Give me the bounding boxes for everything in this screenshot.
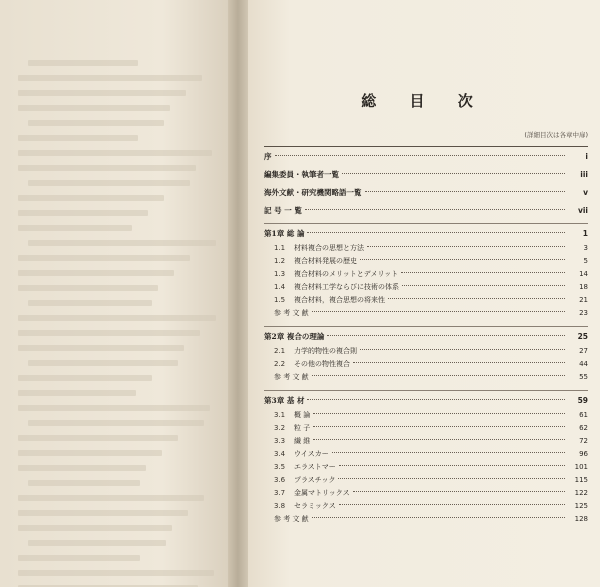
section-number: 1.2 — [274, 257, 286, 265]
show-through-line — [18, 465, 146, 471]
chapter-rule — [264, 326, 588, 327]
leader-dots — [307, 232, 565, 233]
leader-dots — [338, 478, 565, 479]
entry-label: 記 号 一 覧 — [264, 206, 302, 215]
show-through-line — [18, 555, 140, 561]
front-matter-entry[interactable] — [264, 187, 588, 199]
page-number: 101 — [574, 463, 588, 471]
show-through-line — [18, 435, 178, 441]
entry-label: 複合材料工学ならびに技術の体系 — [294, 283, 399, 291]
leader-dots — [305, 209, 565, 210]
leader-dots — [313, 413, 565, 414]
section-entry[interactable] — [264, 410, 588, 421]
page-number: 44 — [579, 360, 588, 368]
section-number: 3.1 — [274, 411, 286, 419]
section-entry[interactable] — [264, 346, 588, 357]
leader-dots — [402, 285, 565, 286]
references-entry[interactable] — [264, 514, 588, 525]
section-entry[interactable] — [264, 462, 588, 473]
leader-dots — [313, 439, 565, 440]
page-number: 14 — [579, 270, 588, 278]
page-number: 128 — [574, 515, 588, 523]
show-through-line — [18, 285, 158, 291]
section-entry[interactable] — [264, 269, 588, 280]
page-number: 1 — [582, 229, 588, 238]
section-number: 3.2 — [274, 424, 286, 432]
section-entry[interactable] — [264, 256, 588, 267]
show-through-line — [18, 315, 216, 321]
page-number: 3 — [583, 244, 588, 252]
show-through-line — [28, 300, 152, 306]
show-through-line — [18, 225, 132, 231]
show-through-line — [18, 195, 164, 201]
spacer — [264, 383, 588, 390]
show-through-line — [28, 540, 166, 546]
section-entry[interactable] — [264, 282, 588, 293]
show-through-line — [18, 525, 172, 531]
entry-label: その他の物性複合 — [294, 360, 350, 368]
leader-dots — [332, 452, 565, 453]
chapter-heading[interactable] — [264, 395, 588, 407]
show-through-line — [18, 345, 184, 351]
page-number: 122 — [574, 489, 588, 497]
page-number: 61 — [579, 411, 588, 419]
section-entry[interactable] — [264, 501, 588, 512]
leader-dots — [327, 335, 565, 336]
references-entry[interactable] — [264, 372, 588, 383]
leader-dots — [275, 155, 566, 156]
entry-label: エラストマー — [294, 463, 336, 471]
section-number: 2.2 — [274, 360, 286, 368]
page-number: vii — [577, 206, 588, 215]
show-through-line — [28, 240, 216, 246]
section-entry[interactable] — [264, 423, 588, 434]
page-number: 25 — [577, 332, 588, 341]
chapter-list — [264, 223, 588, 532]
left-page — [0, 0, 232, 587]
entry-label: 粒 子 — [294, 424, 311, 432]
front-matter-entry[interactable] — [264, 205, 588, 217]
show-through-line — [28, 120, 164, 126]
show-through-line — [28, 60, 138, 66]
page-number: 5 — [583, 257, 588, 265]
leader-dots — [388, 298, 565, 299]
show-through-text — [18, 60, 218, 587]
page-number: 27 — [579, 347, 588, 355]
page-number: 21 — [579, 296, 588, 304]
entry-label: 複合材料発展の歴史 — [294, 257, 357, 265]
spacer — [264, 319, 588, 326]
page-number: 23 — [579, 309, 588, 317]
entry-label: 力学的物性の複合則 — [294, 347, 357, 355]
leader-dots — [365, 191, 566, 192]
section-number: 3.3 — [274, 437, 286, 445]
show-through-line — [18, 570, 214, 576]
references-entry[interactable] — [264, 308, 588, 319]
entry-label: 概 論 — [294, 411, 311, 419]
page-number: 125 — [574, 502, 588, 510]
entry-label: 参 考 文 献 — [274, 309, 309, 317]
section-entry[interactable] — [264, 488, 588, 499]
show-through-line — [18, 90, 186, 96]
leader-dots — [360, 349, 565, 350]
chapter-heading[interactable] — [264, 228, 588, 240]
entry-label: 海外文献・研究機関略語一覧 — [264, 188, 362, 197]
entry-label: 複合材料のメリットとデメリット — [294, 270, 399, 278]
leader-dots — [353, 362, 565, 363]
show-through-line — [18, 495, 204, 501]
spacer — [264, 525, 588, 532]
show-through-line — [18, 165, 196, 171]
page-number: 72 — [579, 437, 588, 445]
page-number: 115 — [574, 476, 588, 484]
page-number: v — [583, 188, 588, 197]
show-through-line — [18, 330, 200, 336]
leader-dots — [367, 246, 565, 247]
chapter-rule — [264, 223, 588, 224]
show-through-line — [18, 510, 188, 516]
section-number: 1.3 — [274, 270, 286, 278]
chapter-heading[interactable] — [264, 331, 588, 343]
top-rule — [264, 146, 588, 147]
show-through-line — [18, 390, 136, 396]
entry-label: 材料複合の思想と方法 — [294, 244, 364, 252]
right-page — [248, 0, 600, 587]
section-number: 2.1 — [274, 347, 286, 355]
page-number: 59 — [577, 396, 588, 405]
show-through-line — [28, 360, 178, 366]
leader-dots — [353, 491, 565, 492]
section-number: 3.4 — [274, 450, 286, 458]
entry-label: 繊 維 — [294, 437, 311, 445]
show-through-line — [28, 420, 204, 426]
table-of-contents — [264, 146, 588, 532]
leader-dots — [312, 375, 565, 376]
show-through-line — [18, 105, 170, 111]
section-entry[interactable] — [264, 243, 588, 254]
entry-label: 第1章 総 論 — [264, 229, 305, 238]
show-through-line — [18, 150, 212, 156]
leader-dots — [339, 465, 565, 466]
leader-dots — [360, 259, 565, 260]
section-number: 1.5 — [274, 296, 286, 304]
show-through-line — [28, 480, 140, 486]
section-number: 3.8 — [274, 502, 286, 510]
entry-label: ウイスカー — [294, 450, 329, 458]
page-number: 96 — [579, 450, 588, 458]
entry-label: 編集委員・執筆者一覧 — [264, 170, 339, 179]
leader-dots — [313, 426, 565, 427]
leader-dots — [312, 311, 565, 312]
entry-label: 複合材料，複合思想の将来性 — [294, 296, 385, 304]
entry-label: 金属マトリックス — [294, 489, 350, 497]
section-number: 1.4 — [274, 283, 286, 291]
section-entry[interactable] — [264, 436, 588, 447]
show-through-line — [18, 450, 162, 456]
page-number: iii — [580, 170, 588, 179]
section-number: 3.5 — [274, 463, 286, 471]
section-entry[interactable] — [264, 295, 588, 306]
show-through-line — [28, 180, 190, 186]
section-number: 1.1 — [274, 244, 286, 252]
entry-label: 参 考 文 献 — [274, 515, 309, 523]
section-entry[interactable] — [264, 449, 588, 460]
leader-dots — [401, 272, 565, 273]
leader-dots — [339, 504, 565, 505]
leader-dots — [312, 517, 565, 518]
chapter-rule — [264, 390, 588, 391]
entry-label: 第3章 基 材 — [264, 396, 305, 405]
page-number: 62 — [579, 424, 588, 432]
show-through-line — [18, 270, 174, 276]
page-number: 18 — [579, 283, 588, 291]
section-number: 3.7 — [274, 489, 286, 497]
show-through-line — [18, 255, 190, 261]
show-through-line — [18, 135, 138, 141]
show-through-line — [18, 375, 152, 381]
front-matter — [264, 151, 588, 223]
section-entry[interactable] — [264, 359, 588, 370]
toc-note: (詳細目次は各章中扉) — [524, 131, 588, 139]
section-number: 3.6 — [274, 476, 286, 484]
entry-label: プラスチック — [294, 476, 336, 484]
book-gutter — [228, 0, 250, 587]
entry-label: 参 考 文 献 — [274, 373, 309, 381]
page-number: i — [585, 152, 588, 161]
page-number: 55 — [579, 373, 588, 381]
entry-label: 第2章 複合の理論 — [264, 332, 325, 341]
leader-dots — [342, 173, 565, 174]
show-through-line — [18, 405, 210, 411]
show-through-line — [18, 75, 202, 81]
page-title: 総 目 次 — [361, 92, 487, 110]
entry-label: 序 — [264, 152, 272, 161]
entry-label: セラミックス — [294, 502, 336, 510]
front-matter-entry[interactable] — [264, 169, 588, 181]
front-matter-entry[interactable] — [264, 151, 588, 163]
leader-dots — [307, 399, 565, 400]
section-entry[interactable] — [264, 475, 588, 486]
show-through-line — [18, 210, 148, 216]
